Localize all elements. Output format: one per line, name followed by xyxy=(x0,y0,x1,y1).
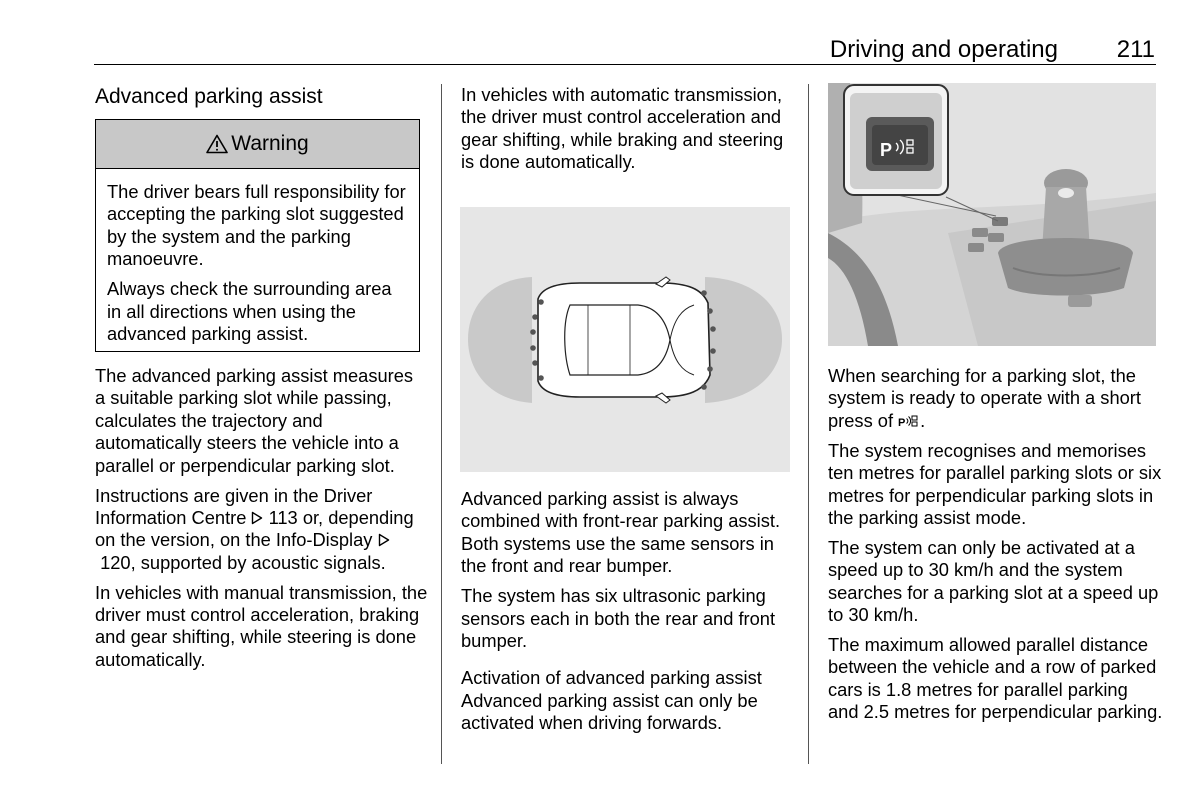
section-heading: Advanced parking assist xyxy=(95,85,323,108)
svg-text:P: P xyxy=(880,140,893,160)
paragraph: The advanced parking assist measures a suitable parking slot while passing, calculates the trajectory and automatically steers the vehicle into a parallel or perpendicular parking slot. xyxy=(95,365,414,476)
arrow-right-outline-icon xyxy=(251,511,263,525)
column-1-body xyxy=(95,365,428,679)
column-1 xyxy=(95,84,430,110)
svg-text:P: P xyxy=(898,416,906,429)
column-2-top xyxy=(461,84,796,181)
paragraph: Advanced parking assist can only be activated when driving forwards. xyxy=(461,689,758,734)
sensor-coverage-illustration xyxy=(460,207,790,472)
warning-triangle-icon xyxy=(206,134,228,154)
paragraph: The maximum allowed parallel distance between the vehicle and a row of parked cars is 1.8 metres for parallel parking and 2.5 metres for perpendicular parking. xyxy=(828,633,1163,723)
paragraph: In vehicles with manual transmission, the driver must control acceleration, braking and gear shifting, while steering is done automatically. xyxy=(95,581,428,670)
page-number: 211 xyxy=(1116,36,1155,63)
park-assist-button-photo xyxy=(828,83,1156,346)
arrow-right-outline-icon xyxy=(378,533,390,547)
column-divider-right xyxy=(808,84,809,764)
paragraph: In vehicles with automatic transmission, the driver must control acceleration and gear shifting, while braking and steering is done automatically. xyxy=(461,84,784,173)
warning-body xyxy=(96,169,419,345)
page-reference[interactable]: 120 xyxy=(100,551,131,573)
column-divider-left xyxy=(441,84,442,764)
warning-paragraph: Always check the surrounding area in all directions when using the advanced parking assist. xyxy=(107,278,392,344)
paragraph: The system can only be activated at a speed up to 30 km/h and the system searches for a parking slot at a speed up to 30 km/h. xyxy=(828,536,1159,626)
warning-title: Warning xyxy=(231,132,309,155)
paragraph: Advanced parking assist is always combined with front-rear parking assist. Both systems use the same sensors in the front and rear bumper. xyxy=(461,488,781,577)
paragraph: Instructions are given in the Driver Information Centre 113 or, depending on the version, on the Info-Display 120, supported by acoustic signals. xyxy=(95,484,414,573)
warning-paragraph: The driver bears full responsibility for accepting the parking slot suggested by the system and the parking manoeuvre. xyxy=(107,181,406,270)
warning-header xyxy=(96,120,419,169)
park-assist-icon xyxy=(898,414,920,429)
warning-box xyxy=(95,119,420,352)
header-rule xyxy=(94,64,1156,65)
section-title: Driving and operating xyxy=(829,36,1058,63)
paragraph: When searching for a parking slot, the system is ready to operate with a short press of P . xyxy=(828,365,1141,431)
column-2-body xyxy=(461,488,796,742)
subheading: Activation of advanced parking assist xyxy=(461,667,762,689)
paragraph: The system recognises and memorises ten metres for parallel parking slots or six metres for perpendicular parking slots in the parking assist mode. xyxy=(828,439,1162,528)
paragraph: The system has six ultrasonic parking sensors each in both the rear and front bumper. xyxy=(461,585,776,651)
page-reference[interactable]: 113 xyxy=(268,506,298,528)
column-3-body xyxy=(828,365,1163,731)
